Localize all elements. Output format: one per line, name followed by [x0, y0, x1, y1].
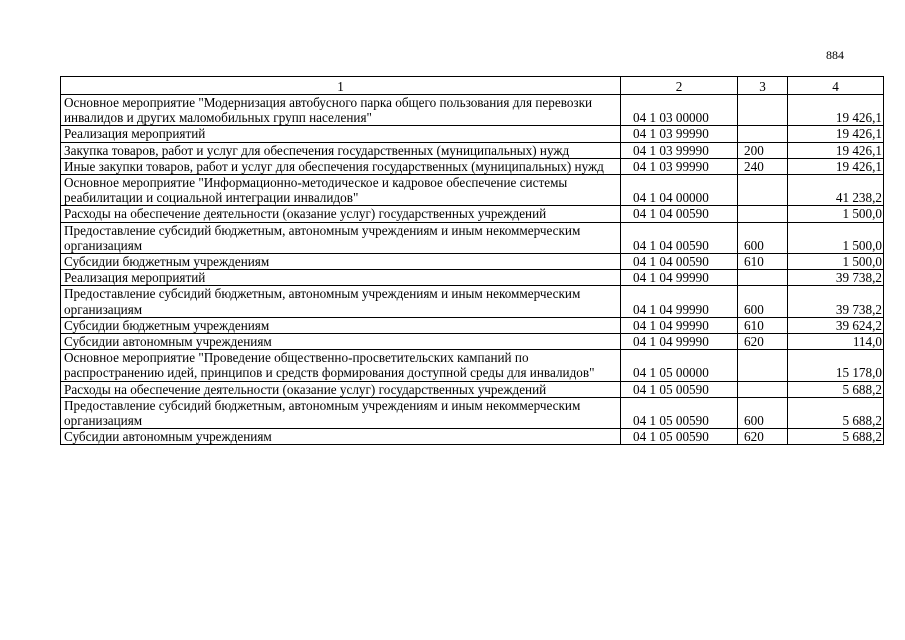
expense-type-cell: 610: [738, 254, 788, 270]
expense-name-cell: Реализация мероприятий: [61, 270, 621, 286]
expense-type-cell: [738, 381, 788, 397]
amount-cell: 15 178,0: [788, 350, 884, 381]
table-row: [61, 334, 884, 350]
expense-type-cell: 600: [738, 397, 788, 428]
target-code-cell: 04 1 04 00590: [621, 254, 738, 270]
expense-name-cell: Расходы на обеспечение деятельности (оказание услуг) государственных учреждений: [61, 206, 621, 222]
target-code-cell: 04 1 04 99990: [621, 286, 738, 317]
table-row: [61, 270, 884, 286]
target-code-cell: 04 1 05 00590: [621, 429, 738, 445]
expense-name-cell: Субсидии автономным учреждениям: [61, 334, 621, 350]
table-header-row: [61, 77, 884, 95]
expense-type-cell: 620: [738, 429, 788, 445]
amount-cell: 1 500,0: [788, 254, 884, 270]
target-code-cell: 04 1 04 00590: [621, 222, 738, 253]
amount-cell: 39 624,2: [788, 317, 884, 333]
header-col-2: 2: [621, 77, 738, 95]
table-row: [61, 317, 884, 333]
amount-cell: 39 738,2: [788, 270, 884, 286]
amount-cell: 1 500,0: [788, 206, 884, 222]
target-code-cell: 04 1 04 99990: [621, 317, 738, 333]
amount-cell: 41 238,2: [788, 175, 884, 206]
table-row: [61, 206, 884, 222]
target-code-cell: 04 1 05 00590: [621, 381, 738, 397]
amount-cell: 39 738,2: [788, 286, 884, 317]
amount-cell: 1 500,0: [788, 222, 884, 253]
expense-type-cell: 240: [738, 158, 788, 174]
amount-cell: 5 688,2: [788, 429, 884, 445]
header-col-3: 3: [738, 77, 788, 95]
target-code-cell: 04 1 03 99990: [621, 158, 738, 174]
target-code-cell: 04 1 04 00590: [621, 206, 738, 222]
expense-name-cell: Реализация мероприятий: [61, 126, 621, 142]
expense-type-cell: 600: [738, 286, 788, 317]
expense-name-cell: Предоставление субсидий бюджетным, автономным учреждениям и иным некоммерческим организациям: [61, 222, 621, 253]
expense-name-cell: Расходы на обеспечение деятельности (оказание услуг) государственных учреждений: [61, 381, 621, 397]
amount-cell: 19 426,1: [788, 142, 884, 158]
expense-name-cell: Субсидии бюджетным учреждениям: [61, 254, 621, 270]
table-row: [61, 381, 884, 397]
header-col-4: 4: [788, 77, 884, 95]
target-code-cell: 04 1 05 00590: [621, 397, 738, 428]
amount-cell: 19 426,1: [788, 158, 884, 174]
table-row: [61, 350, 884, 381]
table-row: [61, 158, 884, 174]
table-row: [61, 142, 884, 158]
expense-type-cell: 200: [738, 142, 788, 158]
table-row: [61, 175, 884, 206]
target-code-cell: 04 1 03 99990: [621, 126, 738, 142]
table-row: [61, 429, 884, 445]
expense-type-cell: [738, 126, 788, 142]
expense-type-cell: [738, 270, 788, 286]
target-code-cell: 04 1 05 00000: [621, 350, 738, 381]
expense-name-cell: Иные закупки товаров, работ и услуг для обеспечения государственных (муниципальных) нужд: [61, 158, 621, 174]
expense-type-cell: [738, 206, 788, 222]
page-number: 884: [826, 48, 844, 62]
table-row: [61, 286, 884, 317]
table-row: [61, 254, 884, 270]
table-row: [61, 126, 884, 142]
expense-type-cell: [738, 95, 788, 126]
amount-cell: 5 688,2: [788, 381, 884, 397]
expense-name-cell: Предоставление субсидий бюджетным, автономным учреждениям и иным некоммерческим организациям: [61, 397, 621, 428]
expense-name-cell: Основное мероприятие "Информационно-методическое и кадровое обеспечение системы реабилитации и социальной интеграции инвалидов": [61, 175, 621, 206]
expense-name-cell: Предоставление субсидий бюджетным, автономным учреждениям и иным некоммерческим организациям: [61, 286, 621, 317]
expense-type-cell: [738, 175, 788, 206]
amount-cell: 114,0: [788, 334, 884, 350]
expense-type-cell: [738, 350, 788, 381]
expense-name-cell: Субсидии автономным учреждениям: [61, 429, 621, 445]
expense-name-cell: Субсидии бюджетным учреждениям: [61, 317, 621, 333]
amount-cell: 5 688,2: [788, 397, 884, 428]
target-code-cell: 04 1 04 99990: [621, 270, 738, 286]
expense-name-cell: Основное мероприятие "Модернизация автобусного парка общего пользования для перевозки инвалидов и других маломобильных групп населения": [61, 95, 621, 126]
budget-table: [60, 76, 884, 445]
expense-name-cell: Закупка товаров, работ и услуг для обеспечения государственных (муниципальных) нужд: [61, 142, 621, 158]
table-row: [61, 95, 884, 126]
expense-type-cell: 620: [738, 334, 788, 350]
amount-cell: 19 426,1: [788, 95, 884, 126]
expense-type-cell: 600: [738, 222, 788, 253]
header-col-1: 1: [61, 77, 621, 95]
target-code-cell: 04 1 04 99990: [621, 334, 738, 350]
amount-cell: 19 426,1: [788, 126, 884, 142]
table-row: [61, 222, 884, 253]
target-code-cell: 04 1 04 00000: [621, 175, 738, 206]
table-row: [61, 397, 884, 428]
expense-type-cell: 610: [738, 317, 788, 333]
expense-name-cell: Основное мероприятие "Проведение общественно-просветительских кампаний по распространению идей, принципов и средств формирования доступной среды для инвалидов": [61, 350, 621, 381]
target-code-cell: 04 1 03 00000: [621, 95, 738, 126]
target-code-cell: 04 1 03 99990: [621, 142, 738, 158]
